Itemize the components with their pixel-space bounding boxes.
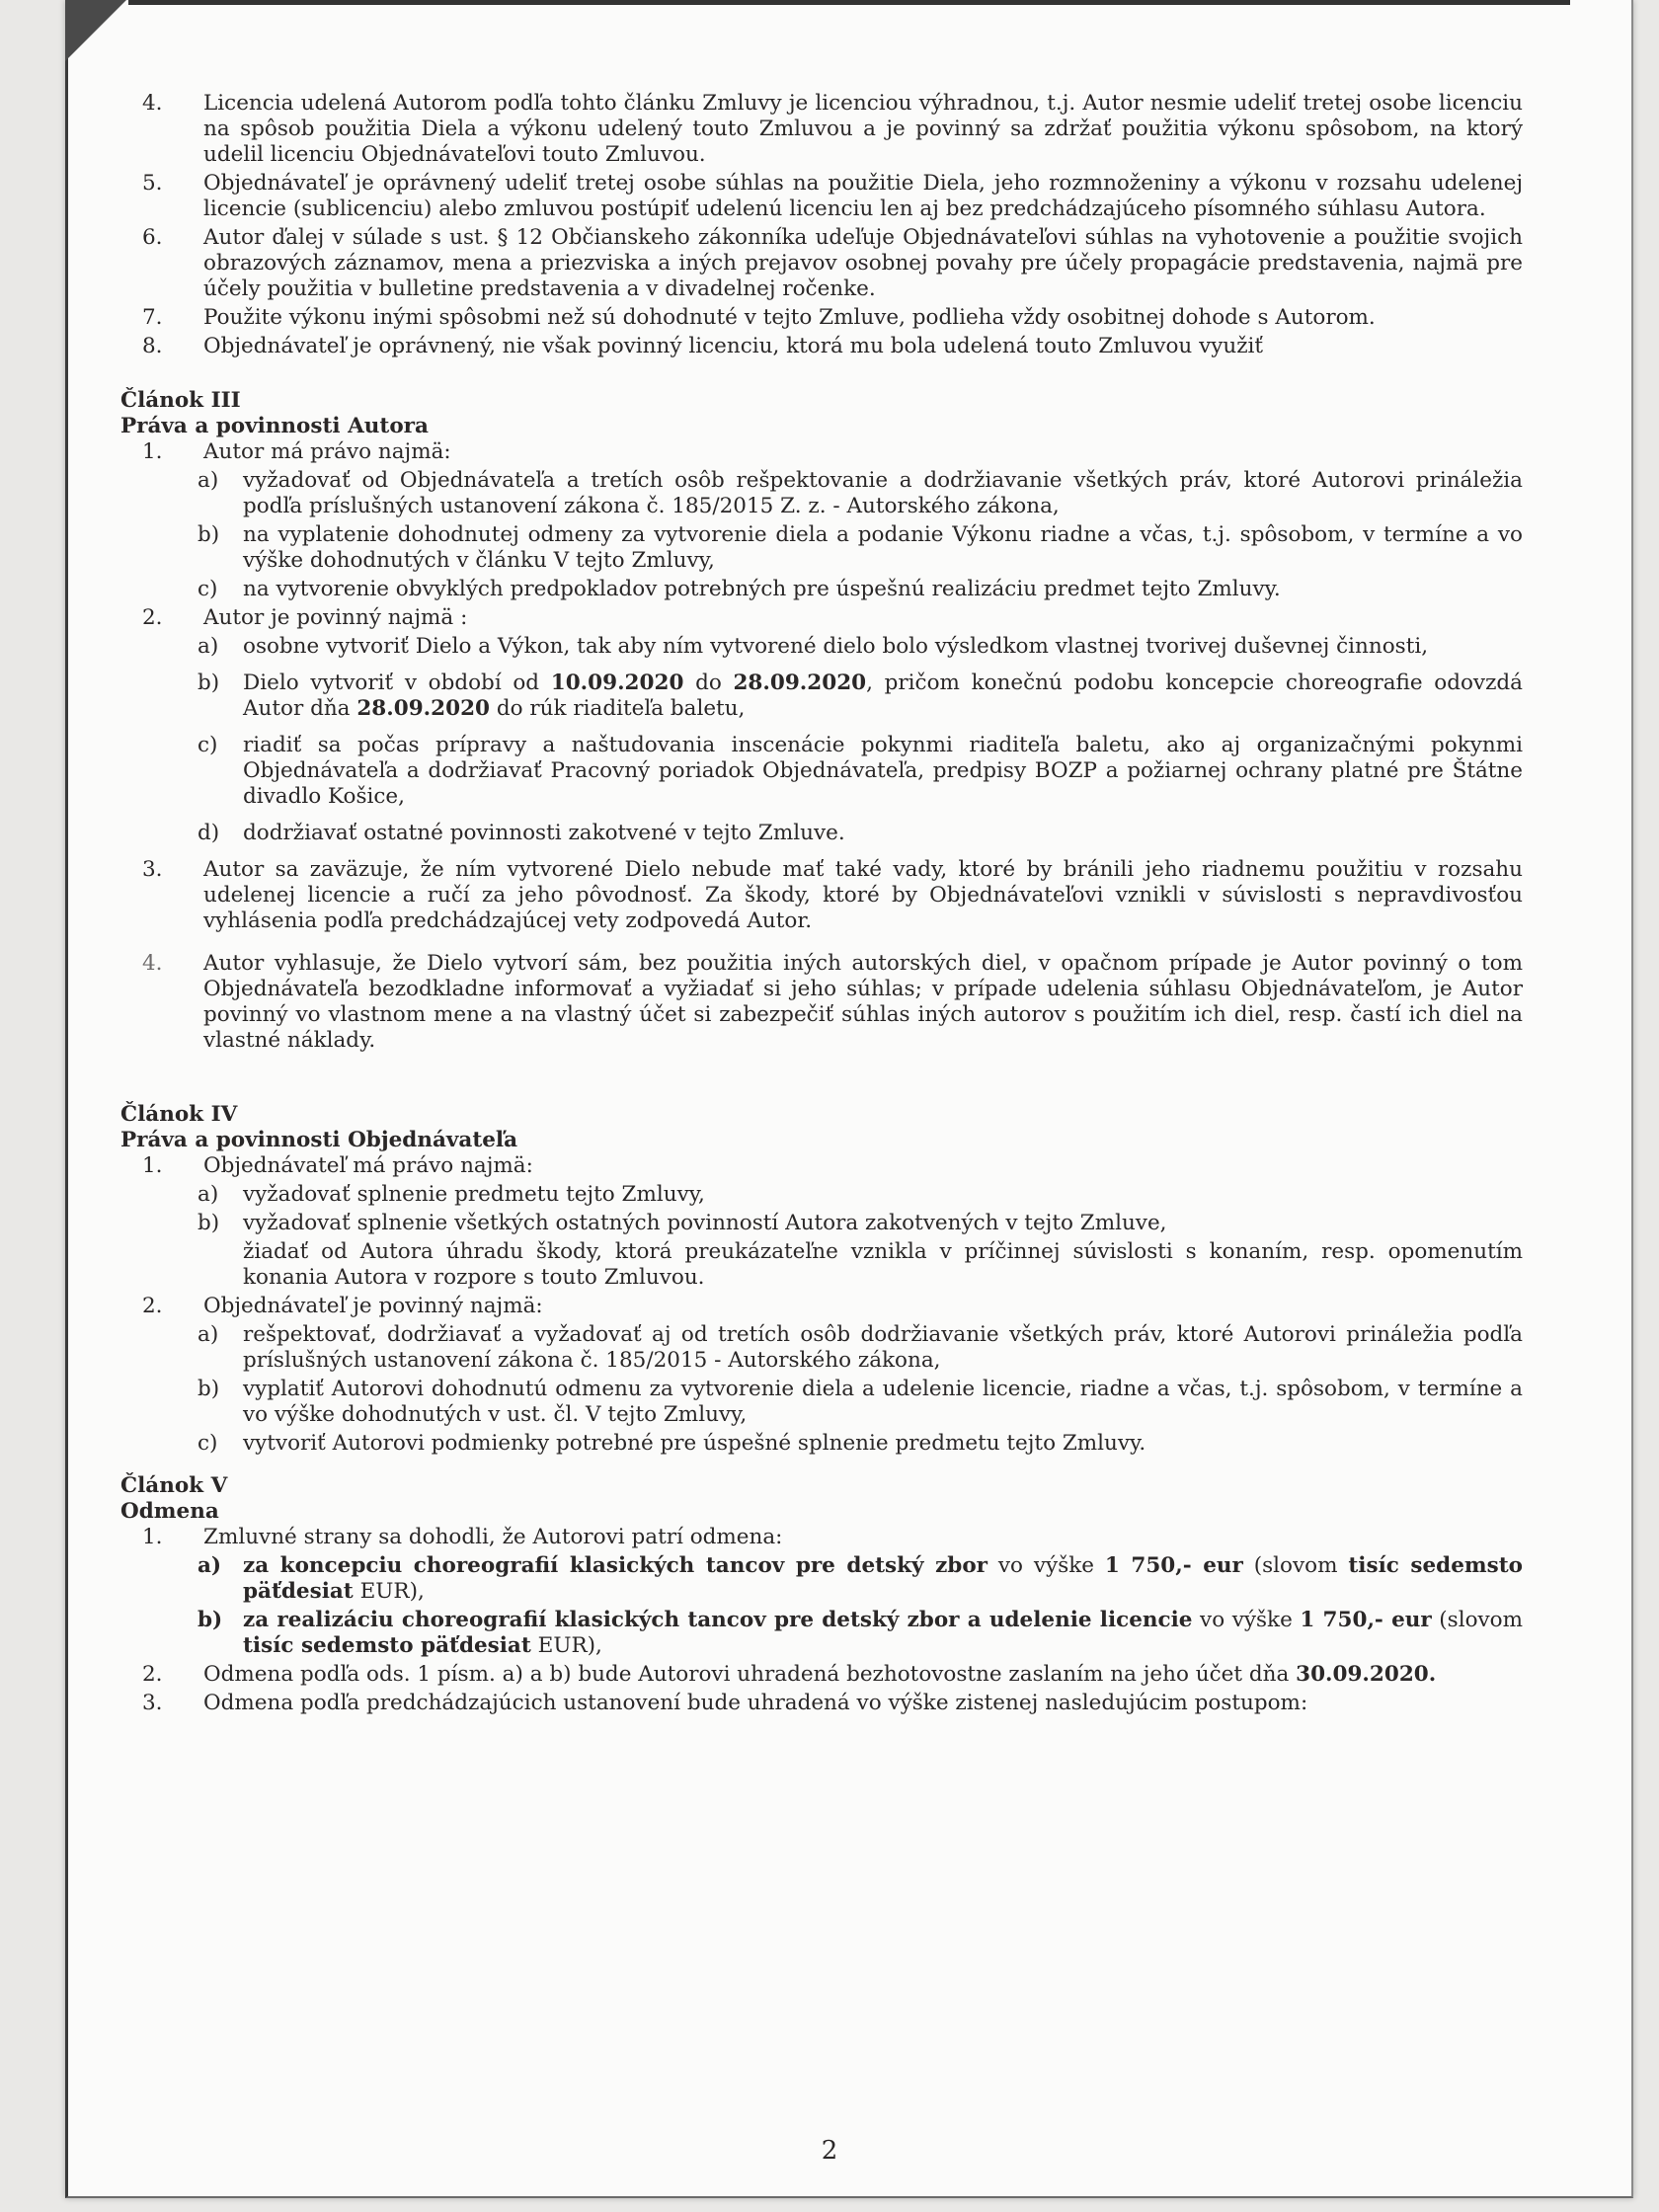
sub-item: a) za koncepciu choreografií klasických tancov pre detský zbor vo výške 1 750,- eur (slovom tisíc sedemsto päťdesiat EUR),	[198, 1553, 1524, 1604]
article-3-subtitle: Práva a povinnosti Autora	[120, 414, 429, 438]
article-5-title: Článok V	[120, 1473, 228, 1498]
fee-amount: 1 750,- eur	[1104, 1553, 1243, 1578]
date-end: 28.09.2020	[733, 671, 867, 695]
sub-item: b) Dielo vytvoriť v období od 10.09.2020 do 28.09.2020, pričom konečnú podobu koncepcie choreografie odovzdá Autor dňa 28.09.2020 do rúk riaditeľa baletu,	[198, 671, 1523, 721]
sub-item: a) rešpektovať, dodržiavať a vyžadovať aj od tretích osôb dodržiavanie všetkých práv, ktoré Autorovi prináležia podľa príslušných ustanovení zákona č. 185/2015 - Autorského zákona,	[198, 1322, 1523, 1373]
page-number: 2	[821, 2136, 838, 2166]
list-item: 4. Autor vyhlasuje, že Dielo vytvorí sám, bez použitia iných autorských diel, v opačnom prípade je Autor povinný o tom Objednávateľa bezodkladne informovať a vyžiadať si jeho súhlas; v prípade udelenia súhlasu Objednávateľom, je Autor povinný vo vlastnom mene a na vlastný účet si zabezpečiť súhlas iných autorov s použitím ich diel, resp. častí ich diel na vlastné náklady.	[142, 951, 1523, 1053]
list-item: 1. Zmluvné strany sa dohodli, že Autorovi patrí odmena:	[142, 1525, 783, 1549]
sub-item: b) vyplatiť Autorovi dohodnutú odmenu za vytvorenie diela a udelenie licencie, riadne a včas, t.j. spôsobom, v termíne a vo výške dohodnutých v ust. čl. V tejto Zmluvy,	[198, 1377, 1523, 1427]
scan-edge	[128, 0, 1570, 5]
article-4-title: Článok IV	[120, 1102, 238, 1127]
list-item: 1. Autor má právo najmä:	[142, 439, 451, 464]
list-item: 8. Objednávateľ je oprávnený, nie však povinný licenciu, ktorá mu bola udelená touto Zmluvou využiť	[142, 334, 1264, 358]
date-start: 10.09.2020	[550, 671, 684, 695]
list-item: 3. Autor sa zaväzuje, že ním vytvorené Dielo nebude mať také vady, ktoré by bránili jeho riadnemu použitiu v rozsahu udelenej licencie a ručí za jeho pôvodnosť. Za škody, ktoré by Objednávateľovi vznikli v súvislosti s nepravdivosťou vyhlásenia podľa predchádzajúcej vety zodpovedá Autor.	[142, 857, 1523, 933]
payment-date: 30.09.2020.	[1296, 1662, 1437, 1687]
sub-item: a) vyžadovať splnenie predmetu tejto Zmluvy,	[198, 1182, 705, 1207]
list-item: 4. Licencia udelená Autorom podľa tohto článku Zmluvy je licenciou výhradnou, t.j. Autor nesmie udeliť tretej osobe licenciu na spôsob použitia Diela a výkonu udelený touto Zmluvou a je povinný sa zdržať použitia výkonu spôsobom, na ktorý udelil licenciu Objednávateľovi touto Zmluvou.	[142, 91, 1523, 167]
sub-item: c) riadiť sa počas prípravy a naštudovania inscenácie pokynmi riaditeľa baletu, ako aj organizačnými pokynmi Objednávateľa a dodržiavať Pracovný poriadok Objednávateľa, predpisy BOZP a požiarnej ochrany platné pre Štátne divadlo Košice,	[198, 733, 1523, 809]
list-item: 1. Objednávateľ má právo najmä:	[142, 1153, 533, 1178]
page-content	[120, 91, 1523, 1719]
sub-item: d) dodržiavať ostatné povinnosti zakotvené v tejto Zmluve.	[198, 821, 845, 845]
sub-item: b) vyžadovať splnenie všetkých ostatných povinností Autora zakotvených v tejto Zmluve,	[198, 1211, 1167, 1235]
sub-item: c) vytvoriť Autorovi podmienky potrebné pre úspešné splnenie predmetu tejto Zmluvy.	[198, 1431, 1146, 1456]
list-item: 2. Objednávateľ je povinný najmä:	[142, 1294, 543, 1318]
list-item: 6. Autor ďalej v súlade s ust. § 12 Občianskeho zákonníka udeľuje Objednávateľovi súhlas na vyhotovenie a použitie svojich obrazových záznamov, mena a priezviska a iných prejavov osobnej povahy pre účely propagácie predstavenia, najmä pre účely použitia v bulletine predstavenia a v divadelnej ročenke.	[142, 225, 1523, 301]
article-5-subtitle: Odmena	[120, 1499, 219, 1524]
sub-item: a) osobne vytvoriť Dielo a Výkon, tak aby ním vytvorené dielo bolo výsledkom vlastnej tvorivej duševnej činnosti,	[198, 634, 1429, 659]
article-3-title: Článok III	[120, 388, 241, 413]
date-handover: 28.09.2020	[356, 696, 490, 721]
folded-corner	[65, 0, 126, 61]
fee-amount: 1 750,- eur	[1300, 1608, 1432, 1632]
sub-item: b) za realizáciu choreografií klasických tancov pre detský zbor a udelenie licencie vo výške 1 750,- eur (slovom tisíc sedemsto päťdesiat EUR),	[198, 1608, 1524, 1658]
article-4-subtitle: Práva a povinnosti Objednávateľa	[120, 1128, 518, 1152]
sub-item: b) na vyplatenie dohodnutej odmeny za vytvorenie diela a podanie Výkonu riadne a včas, t.j. spôsobom, v termíne a vo výške dohodnutých v článku V tejto Zmluvy,	[198, 522, 1523, 573]
list-item: 7. Použite výkonu inými spôsobmi než sú dohodnuté v tejto Zmluve, podlieha vždy osobitnej dohode s Autorom.	[142, 305, 1376, 330]
sub-item-continuation: žiadať od Autora úhradu škody, ktorá preukázateľne vznikla v príčinnej súvislosti s konaním, resp. opomenutím konania Autora v rozpore s touto Zmluvou.	[243, 1239, 1523, 1290]
list-item: 3. Odmena podľa predchádzajúcich ustanovení bude uhradená vo výške zistenej nasledujúcim postupom:	[142, 1691, 1308, 1715]
sub-item: c) na vytvorenie obvyklých predpokladov potrebných pre úspešnú realizáciu predmet tejto Zmluvy.	[198, 577, 1281, 601]
list-item: 2. Autor je povinný najmä :	[142, 605, 468, 630]
list-item: 2. Odmena podľa ods. 1 písm. a) a b) bude Autorovi uhradená bezhotovostne zaslaním na jeho účet dňa 30.09.2020.	[142, 1662, 1437, 1687]
list-item: 5. Objednávateľ je oprávnený udeliť tretej osobe súhlas na použitie Diela, jeho rozmnoženiny a výkonu v rozsahu udelenej licencie (sublicenciu) alebo zmluvou postúpiť udelenú licenciu len aj bez predchádzajúceho písomného súhlasu Autora.	[142, 171, 1523, 221]
sub-item: a) vyžadovať od Objednávateľa a tretích osôb rešpektovanie a dodržiavanie všetkých práv, ktoré Autorovi prináležia podľa príslušných ustanovení zákona č. 185/2015 Z. z. - Autorského zákona,	[198, 468, 1523, 518]
